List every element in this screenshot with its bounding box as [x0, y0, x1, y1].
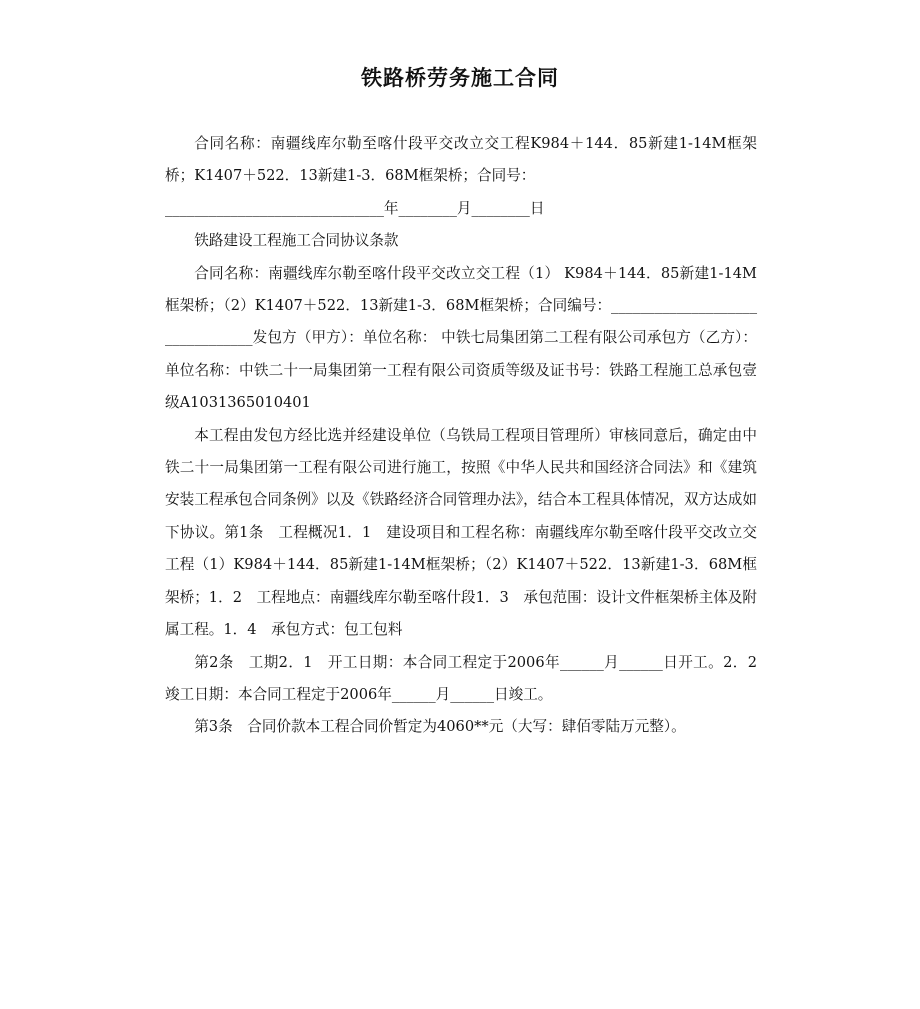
paragraph-date-line: ______________________________年________月________日	[165, 199, 545, 217]
document-body	[165, 128, 772, 744]
paragraph-article-3: 第3条 合同价款本工程合同价暂定为4060**元（大写：肆佰零陆万元整）。	[194, 718, 686, 736]
paragraph-article-2: 第2条 工期2．1 开工日期：本合同工程定于2006年______月______日开工。2．2 竣工日期：本合同工程定于2006年______月______日竣工。	[165, 653, 772, 703]
paragraph-contract-name: 合同名称：南疆线库尔勒至喀什段平交改立交工程K984＋144．85新建1-14M框架桥；K1407＋522．13新建1-3．68M框架桥；合同号：	[165, 135, 757, 185]
paragraph-parties: 合同名称：南疆线库尔勒至喀什段平交改立交工程（1） K984＋144．85新建1-14M框架桥；（2）K1407＋522．13新建1-3．68M框架桥；合同编号：________________________________发包方（甲方）：单位名称： 中铁七局集团第二工程有限公司承包方（乙方）：单位名称：中铁二十一局集团第一工程有限公司资质等级及证书号：铁路工程施工总承包壹级A1031365010401	[165, 264, 757, 412]
paragraph-agreement-heading: 铁路建设工程施工合同协议条款	[194, 232, 399, 250]
paragraph-article-1: 本工程由发包方经比选并经建设单位（乌铁局工程项目管理所）审核同意后，确定由中铁二十一局集团第一工程有限公司进行施工，按照《中华人民共和国经济合同法》和《建筑安装工程承包合同条例》以及《铁路经济合同管理办法》，结合本工程具体情况，双方达成如下协议。第1条 工程概况1．1 建设项目和工程名称：南疆线库尔勒至喀什段平交改立交工程（1）K984＋144．85新建1-14M框架桥；（2）K1407＋522．13新建1-3．68M框架桥；1．2 工程地点：南疆线库尔勒至喀什段1．3 承包范围：设计文件框架桥主体及附属工程。1．4 承包方式：包工包料	[165, 426, 757, 639]
document-title: 铁路桥劳务施工合同	[361, 66, 559, 90]
